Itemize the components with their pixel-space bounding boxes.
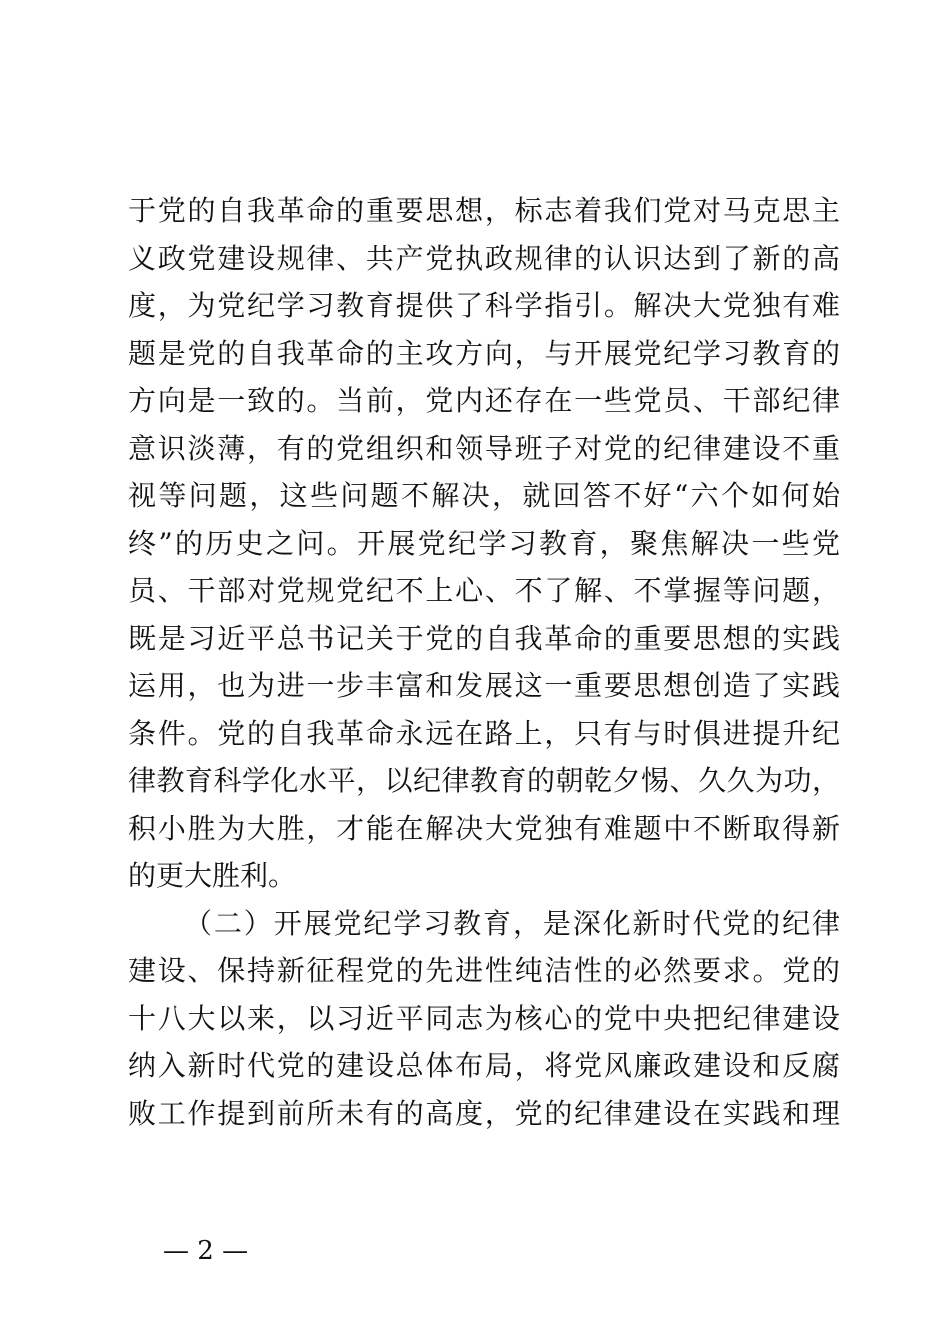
text-line: 律教育科学化水平，以纪律教育的朝乾夕惕、久久为功， — [128, 764, 840, 797]
text-line: 视等问题，这些问题不解决，就回答不好“六个如何始 — [128, 479, 840, 512]
text-line: 条件。党的自我革命永远在路上，只有与时俱进提升纪 — [128, 716, 840, 750]
text-line: 纳入新时代党的建设总体布局，将党风廉政建设和反腐 — [128, 1049, 840, 1082]
text-line: 度，为党纪学习教育提供了科学指引。解决大党独有难 — [128, 289, 840, 322]
text-line: 建设、保持新征程党的先进性纯洁性的必然要求。党的 — [128, 954, 840, 987]
text-line: 终”的历史之问。开展党纪学习教育，聚焦解决一些党 — [128, 526, 840, 560]
page-number: — 2 — — [163, 1236, 249, 1266]
text-line: 于党的自我革命的重要思想，标志着我们党对马克思主 — [128, 194, 840, 227]
text-line: 题是党的自我革命的主攻方向，与开展党纪学习教育的 — [128, 336, 840, 370]
text-line: 积小胜为大胜，才能在解决大党独有难题中不断取得新 — [128, 811, 840, 845]
text-line: 十八大以来，以习近平同志为核心的党中央把纪律建设 — [128, 1001, 840, 1035]
text-line: 义政党建设规律、共产党执政规律的认识达到了新的高 — [128, 241, 840, 275]
text-line: 员、干部对党规党纪不上心、不了解、不掌握等问题， — [128, 574, 840, 607]
text-line: 方向是一致的。当前，党内还存在一些党员、干部纪律 — [128, 384, 840, 417]
text-line: 败工作提到前所未有的高度，党的纪律建设在实践和理 — [128, 1096, 840, 1130]
text-line: 的更大胜利。 — [128, 859, 297, 892]
text-line: 意识淡薄，有的党组织和领导班子对党的纪律建设不重 — [128, 431, 840, 465]
text-line: 既是习近平总书记关于党的自我革命的重要思想的实践 — [128, 621, 840, 655]
text-line: （二）开展党纪学习教育，是深化新时代党的纪律 — [184, 906, 840, 940]
text-line: 运用，也为进一步丰富和发展这一重要思想创造了实践 — [128, 669, 840, 702]
body-text — [128, 187, 840, 1137]
